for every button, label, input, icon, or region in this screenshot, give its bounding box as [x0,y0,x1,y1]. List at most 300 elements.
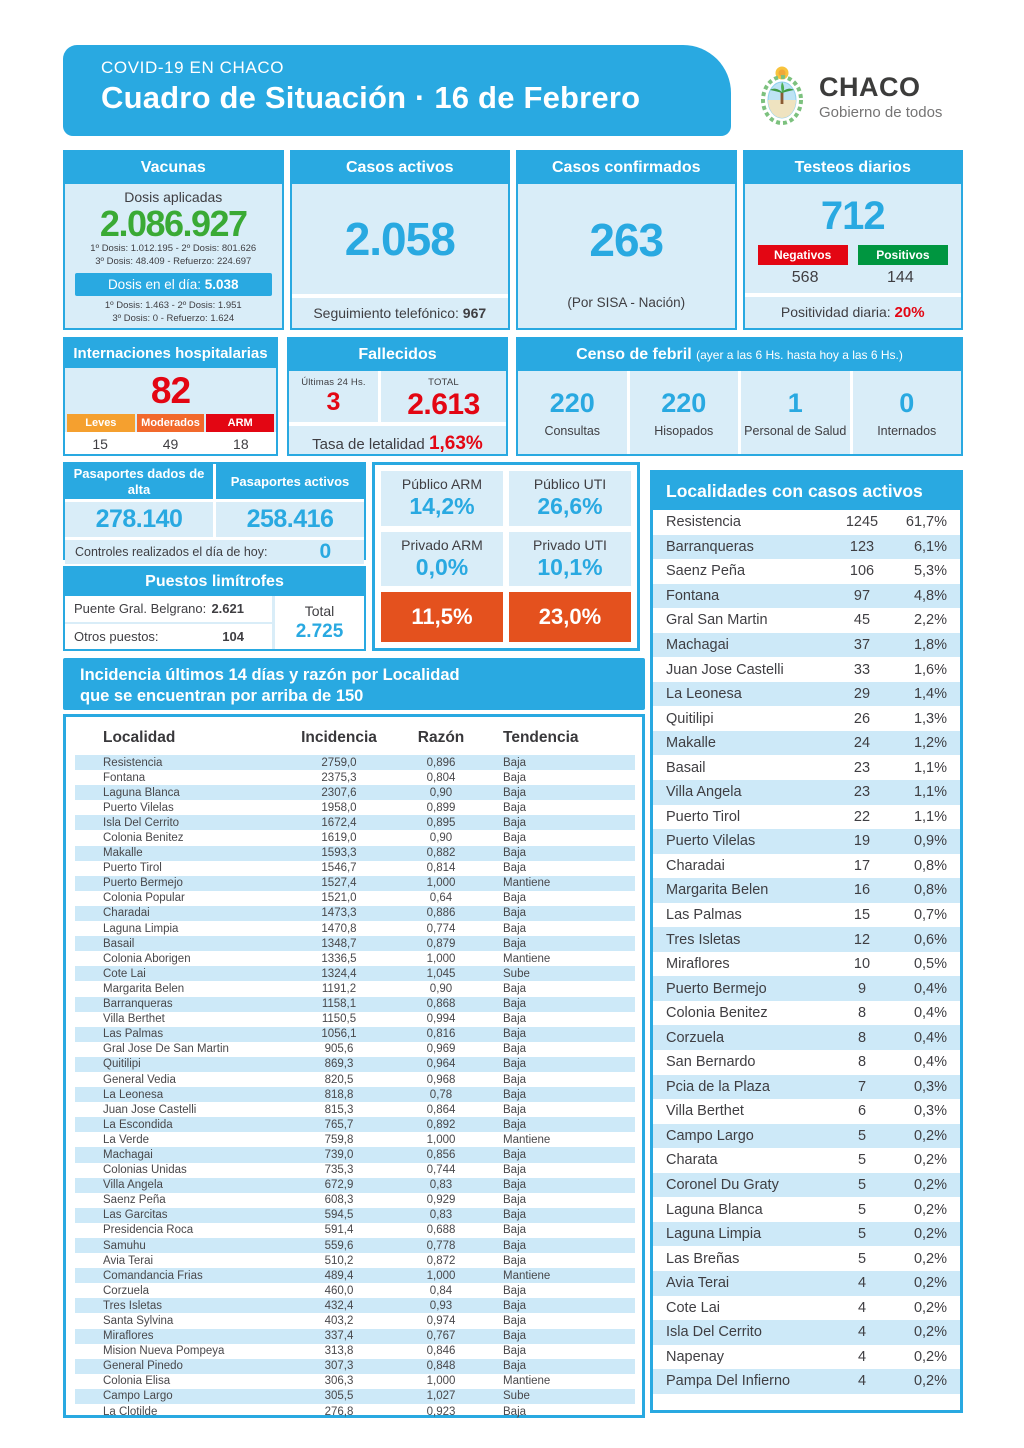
cell-localidad: La Leonesa [103,1088,164,1101]
locality-name: Avia Terai [666,1275,730,1292]
casos-confirmados-value: 263 [589,213,664,266]
censo-subtitle: (ayer a las 6 Hs. hasta hoy a las 6 Hs.) [696,348,903,362]
active-cases-count: 23 [853,784,871,801]
table-row [75,876,635,891]
cell-tendencia: Baja [503,771,527,784]
locality-name: Las Palmas [666,907,742,924]
casos-activos-title: Casos activos [292,152,509,184]
cell-incidencia: 818,8 [324,1088,354,1101]
cell-tendencia: Baja [503,892,527,905]
cell-localidad: Avia Terai [103,1254,154,1267]
list-item [653,1148,960,1173]
list-item [653,1320,960,1345]
pasaportes-activos-title: Pasaportes activos [216,464,364,499]
cell-razon: 0,994 [426,1013,456,1026]
cell-tendencia: Baja [503,816,527,829]
cell-incidencia: 2759,0 [321,756,357,769]
list-item [653,1197,960,1222]
cell-razon: 0,744 [426,1164,456,1177]
censo-label: Hisopados [654,423,714,438]
active-cases-count: 4 [857,1299,867,1316]
cell-localidad: Colonia Popular [103,892,185,905]
locality-name: Campo Largo [666,1127,754,1144]
cell-incidencia: 759,8 [324,1133,354,1146]
cell-razon: 0,879 [426,937,456,950]
table-row [75,966,635,981]
cell-incidencia: 1473,3 [321,907,357,920]
cell-incidencia: 1336,5 [321,952,357,965]
cell-tendencia: Baja [503,1073,527,1086]
cell-incidencia: 765,7 [324,1118,354,1131]
table-row [75,1238,635,1253]
column-header-tendencia: Tendencia [503,729,579,746]
column-header-razon: Razón [417,729,465,746]
cell-razon: 0,974 [426,1315,456,1328]
list-item [653,1369,960,1394]
fallecidos-24h-label: Últimas 24 Hs. [301,377,366,388]
cell-tendencia: Mantiene [503,877,551,890]
active-cases-percent: 0,3% [913,1103,947,1120]
fallecidos-24h-value: 3 [326,388,341,416]
cell-tendencia: Baja [503,1330,527,1343]
active-cases-percent: 0,8% [913,857,947,874]
list-item [653,1001,960,1026]
cell-localidad: Colonias Unidas [103,1164,187,1177]
cell-razon: 0,814 [426,862,456,875]
coat-of-arms-icon [756,64,808,131]
logo-name: CHACO [819,72,921,102]
cell-tendencia: Baja [503,786,527,799]
dosis-aplicadas-value: 2.086.927 [99,203,247,244]
locality-name: Miraflores [666,956,730,973]
pasaportes-activos-value: 258.416 [216,502,364,537]
active-cases-count: 9 [857,980,867,997]
locality-name: Juan Jose Castelli [666,661,784,678]
list-item [653,559,960,584]
active-cases-count: 22 [853,808,871,825]
cell-tendencia: Baja [503,1299,527,1312]
locality-name: Corzuela [666,1029,725,1046]
seguimiento-value: 967 [462,305,487,321]
censo-value: 220 [661,387,707,418]
letalidad-label: Tasa de letalidad [312,436,425,453]
cell-incidencia: 1158,1 [321,998,357,1011]
active-cases-percent: 0,2% [913,1250,947,1267]
active-cases-count: 12 [853,931,871,948]
cell-localidad: Santa Sylvina [103,1315,174,1328]
list-item [653,1173,960,1198]
cell-incidencia: 337,4 [324,1330,354,1343]
pasaportes-alta-value: 278.140 [65,502,213,537]
censo-cell [853,371,962,454]
cell-razon: 0,895 [426,816,456,829]
dosis-dia-bar [75,273,272,296]
cell-tendencia: Baja [503,832,527,845]
table-row [75,846,635,861]
locality-name: Fontana [666,587,720,604]
list-item [653,805,960,830]
cell-tendencia: Baja [503,1179,527,1192]
cell-razon: 0,856 [426,1148,456,1161]
table-row [75,1208,635,1223]
locality-name: Las Breñas [666,1250,740,1267]
ocupacion-cell [381,471,503,526]
table-row [75,861,635,876]
cell-razon: 1,000 [426,1375,456,1388]
cell-localidad: Saenz Peña [103,1194,166,1207]
cell-tendencia: Baja [503,1209,527,1222]
casos-confirmados-fuente: (Por SISA - Nación) [567,295,686,310]
active-cases-percent: 0,4% [913,1005,947,1022]
cell-localidad: Miraflores [103,1330,154,1343]
locality-name: Colonia Benitez [666,1005,768,1022]
table-row [75,1102,635,1117]
list-item [653,1271,960,1296]
cell-razon: 1,000 [426,1269,456,1282]
list-item [653,633,960,658]
active-cases-count: 5 [857,1226,867,1243]
cell-localidad: Comandancia Frias [103,1269,203,1282]
locality-name: Charadai [666,857,725,874]
cell-tendencia: Mantiene [503,1269,551,1282]
list-item [653,854,960,879]
column-header-incidencia: Incidencia [301,729,377,746]
active-cases-count: 37 [853,637,871,653]
active-cases-count: 29 [853,686,871,703]
cell-razon: 1,000 [426,952,456,965]
panel-incidencia [63,714,645,1418]
cell-tendencia: Baja [503,922,527,935]
table-row [75,800,635,815]
table-row [75,1253,635,1268]
puestos-total-label: Total [304,602,335,619]
cell-localidad: Colonia Aborigen [103,952,191,965]
cell-tendencia: Baja [503,1254,527,1267]
ocupacion-cell [509,532,631,587]
list-item [653,731,960,756]
cell-razon: 0,83 [429,1209,453,1222]
locality-name: San Bernardo [666,1054,756,1071]
active-cases-count: 123 [849,538,875,555]
censo-value: 1 [787,387,803,418]
cell-razon: 1,000 [426,1133,456,1146]
censo-cell [741,371,850,454]
cell-localidad: Mision Nueva Pompeya [103,1345,225,1358]
dosis-dia-value: 5.038 [204,277,239,293]
cell-incidencia: 1150,5 [321,1013,357,1026]
list-item [653,1099,960,1124]
active-cases-percent: 0,2% [913,1324,947,1341]
list-item [653,927,960,952]
cell-razon: 1,027 [426,1390,456,1403]
active-cases-percent: 0,5% [913,956,947,973]
cell-localidad: Las Garcitas [103,1209,168,1222]
cell-localidad: Laguna Limpia [103,922,179,935]
cell-razon: 0,778 [426,1239,456,1252]
locality-name: Isla Del Cerrito [666,1324,762,1341]
cell-localidad: Juan Jose Castelli [103,1103,197,1116]
cell-localidad: General Pinedo [103,1360,183,1373]
locality-name: Saenz Peña [666,563,746,580]
cell-tendencia: Baja [503,1058,527,1071]
table-row [75,906,635,921]
active-cases-count: 1245 [845,514,879,531]
cell-tendencia: Baja [503,1239,527,1252]
cell-razon: 0,969 [426,1043,456,1056]
censo-title [518,339,961,371]
ocupacion-cell [509,471,631,526]
censo-value: 220 [549,387,595,418]
list-item [653,1050,960,1075]
positividad-label: Positividad diaria: [780,304,891,320]
internaciones-category-badge: ARM [206,414,274,432]
locality-name: Villa Angela [666,784,742,801]
cell-incidencia: 1348,7 [321,937,357,950]
cell-incidencia: 1470,8 [321,922,357,935]
active-cases-count: 5 [857,1152,867,1169]
cell-incidencia: 1958,0 [321,801,357,814]
cell-localidad: Isla Del Cerrito [103,816,180,829]
active-cases-count: 8 [857,1005,867,1022]
cell-localidad: Barranqueras [103,998,173,1011]
table-row [75,1057,635,1072]
active-cases-percent: 0,2% [913,1299,947,1316]
puesto-value: 2.621 [211,601,244,617]
active-cases-percent: 1,6% [913,661,947,678]
header-banner [63,45,731,136]
cell-tendencia: Baja [503,1345,527,1358]
locality-name: Villa Berthet [666,1103,744,1120]
controles-value: 0 [319,540,332,564]
list-item [653,1075,960,1100]
list-item [653,510,960,535]
cell-razon: 0,90 [429,832,453,845]
table-row [75,1389,635,1404]
testeos-badges [745,245,962,265]
puestos-total-cell [272,596,364,649]
table-row [75,1012,635,1027]
active-cases-count: 23 [853,759,871,776]
fallecidos-title: Fallecidos [289,339,506,371]
cell-incidencia: 1527,4 [321,877,357,890]
cell-tendencia: Baja [503,1013,527,1026]
logo-subtitle: Gobierno de todos [819,104,943,121]
cell-tendencia: Baja [503,1164,527,1177]
cell-localidad: Charadai [103,907,150,920]
cell-razon: 0,93 [429,1299,453,1312]
cell-tendencia: Baja [503,1360,527,1373]
cell-localidad: Makalle [103,847,143,860]
cell-localidad: Las Palmas [103,1028,164,1041]
censo-cell [630,371,739,454]
active-cases-percent: 2,2% [913,612,947,629]
cell-localidad: Puerto Vilelas [103,801,174,814]
cell-incidencia: 1056,1 [321,1028,357,1041]
controles-strip [65,540,364,564]
active-cases-count: 97 [853,587,871,604]
cell-razon: 0,83 [429,1179,453,1192]
puestos-rows [65,596,272,649]
list-item [653,952,960,977]
incidencia-column-headers [75,721,635,755]
cell-tendencia: Baja [503,982,527,995]
ocupacion-label: Público UTI [533,476,607,493]
list-item [653,1296,960,1321]
active-cases-percent: 5,3% [913,563,947,580]
internaciones-category-value: 49 [162,436,179,452]
locality-name: Cote Lai [666,1299,721,1316]
censo-cell [518,371,627,454]
cell-incidencia: 559,6 [324,1239,354,1252]
locality-name: Puerto Vilelas [666,833,756,850]
cell-tendencia: Baja [503,1148,527,1161]
censo-title-text: Censo de febril [576,346,692,363]
internaciones-category-badge: Moderados [137,414,205,432]
table-row [75,1193,635,1208]
cell-razon: 0,84 [429,1284,453,1297]
cell-razon: 0,929 [426,1194,456,1207]
active-cases-percent: 0,2% [913,1127,947,1144]
casos-activos-value: 2.058 [344,213,455,265]
positividad-value: 20% [894,304,925,321]
puesto-value: 104 [222,628,244,644]
cell-razon: 0,923 [426,1405,456,1418]
active-cases-count: 8 [857,1054,867,1071]
table-row [75,1344,635,1359]
panel-localidades [650,470,963,1413]
table-row [75,1313,635,1328]
cell-localidad: Puerto Bermejo [103,877,183,890]
active-cases-percent: 1,4% [913,686,947,703]
panel-testeos [743,150,964,330]
cell-localidad: Basail [103,937,135,950]
fallecidos-24h-cell [289,371,378,422]
page-title: Cuadro de Situación · 16 de Febrero [101,80,641,115]
dosis-dia-detalle: 3º Dosis: 0 - Refuerzo: 1.624 [112,313,235,325]
chaco-logo [756,64,942,131]
cell-razon: 0,767 [426,1330,456,1343]
cell-razon: 0,899 [426,801,456,814]
cell-tendencia: Sube [503,1390,530,1403]
dosis-detalle: 1º Dosis: 1.012.195 - 2º Dosis: 801.626 [90,242,257,254]
table-row [75,815,635,830]
cell-localidad: Quitilipi [103,1058,141,1071]
internaciones-numbers [65,432,276,454]
summary-row [63,150,963,330]
incidencia-rows [75,755,635,1419]
ocupacion-value: 14,2% [409,493,475,520]
table-row [75,1117,635,1132]
list-item [653,1246,960,1271]
active-cases-percent: 0,2% [913,1177,947,1194]
cell-razon: 1,045 [426,967,456,980]
cell-razon: 0,882 [426,847,456,860]
dosis-aplicadas-label: Dosis aplicadas [124,189,223,205]
table-row [75,1027,635,1042]
active-cases-percent: 0,2% [913,1152,947,1169]
active-cases-percent: 0,3% [913,1078,947,1095]
cell-incidencia: 306,3 [324,1375,354,1388]
cell-tendencia: Baja [503,1028,527,1041]
cell-tendencia: Baja [503,1284,527,1297]
active-cases-count: 26 [853,710,871,727]
active-cases-percent: 0,9% [913,833,947,850]
table-row [75,891,635,906]
seguimiento-label: Seguimiento telefónico: [313,305,459,321]
active-cases-percent: 0,2% [913,1373,947,1390]
active-cases-percent: 0,4% [913,1054,947,1071]
cell-razon: 0,774 [426,922,456,935]
list-item [653,1124,960,1149]
cell-razon: 1,000 [426,877,456,890]
fallecidos-cells [289,371,506,422]
ocupacion-value: 26,6% [537,493,603,520]
list-item [653,535,960,560]
locality-name: Pampa Del Infierno [666,1373,791,1390]
censo-label: Internados [877,423,937,438]
cell-razon: 0,892 [426,1118,456,1131]
cell-incidencia: 905,6 [324,1043,354,1056]
table-row [75,1072,635,1087]
table-row [75,830,635,845]
letalidad-strip [289,422,506,462]
ocupacion-value: 10,1% [537,553,603,580]
cell-localidad: Puerto Tirol [103,862,162,875]
list-item [653,829,960,854]
locality-name: Coronel Du Graty [666,1177,779,1194]
active-cases-percent: 0,2% [913,1348,947,1365]
dosis-dia-label: Dosis en el día: [107,277,201,293]
cell-localidad: Colonia Benitez [103,832,184,845]
cell-tendencia: Baja [503,1315,527,1328]
cell-localidad: Corzuela [103,1284,150,1297]
locality-name: Laguna Limpia [666,1226,762,1243]
cell-localidad: General Vedia [103,1073,176,1086]
locality-name: Napenay [666,1348,725,1365]
cell-incidencia: 432,4 [324,1299,354,1312]
locality-name: Gral San Martin [666,612,768,629]
cell-tendencia: Baja [503,1194,527,1207]
cell-localidad: La Clotilde [103,1405,158,1418]
active-cases-count: 16 [853,882,871,899]
list-item [653,1025,960,1050]
active-cases-percent: 1,1% [913,808,947,825]
cell-incidencia: 403,2 [324,1315,354,1328]
internaciones-category-value: 15 [92,436,108,452]
cell-tendencia: Baja [503,801,527,814]
localidades-rows [653,510,960,1394]
cell-incidencia: 1191,2 [321,982,357,995]
list-item [653,657,960,682]
panel-casos-confirmados [516,150,737,330]
locality-name: Puerto Tirol [666,808,741,825]
cell-incidencia: 608,3 [324,1194,354,1207]
table-row [75,1147,635,1162]
cell-tendencia: Mantiene [503,952,551,965]
ocupacion-cell [381,532,503,587]
panel-vacunas [63,150,284,330]
active-cases-count: 5 [857,1177,867,1194]
active-cases-count: 45 [853,612,871,629]
positivos-value: 144 [887,269,914,286]
cell-incidencia: 815,3 [324,1103,354,1116]
list-item [653,755,960,780]
active-cases-percent: 4,8% [913,587,947,604]
cell-razon: 0,964 [426,1058,456,1071]
testeos-numbers [745,265,962,289]
cell-tendencia: Baja [503,1103,527,1116]
cell-localidad: Tres Isletas [103,1299,163,1312]
